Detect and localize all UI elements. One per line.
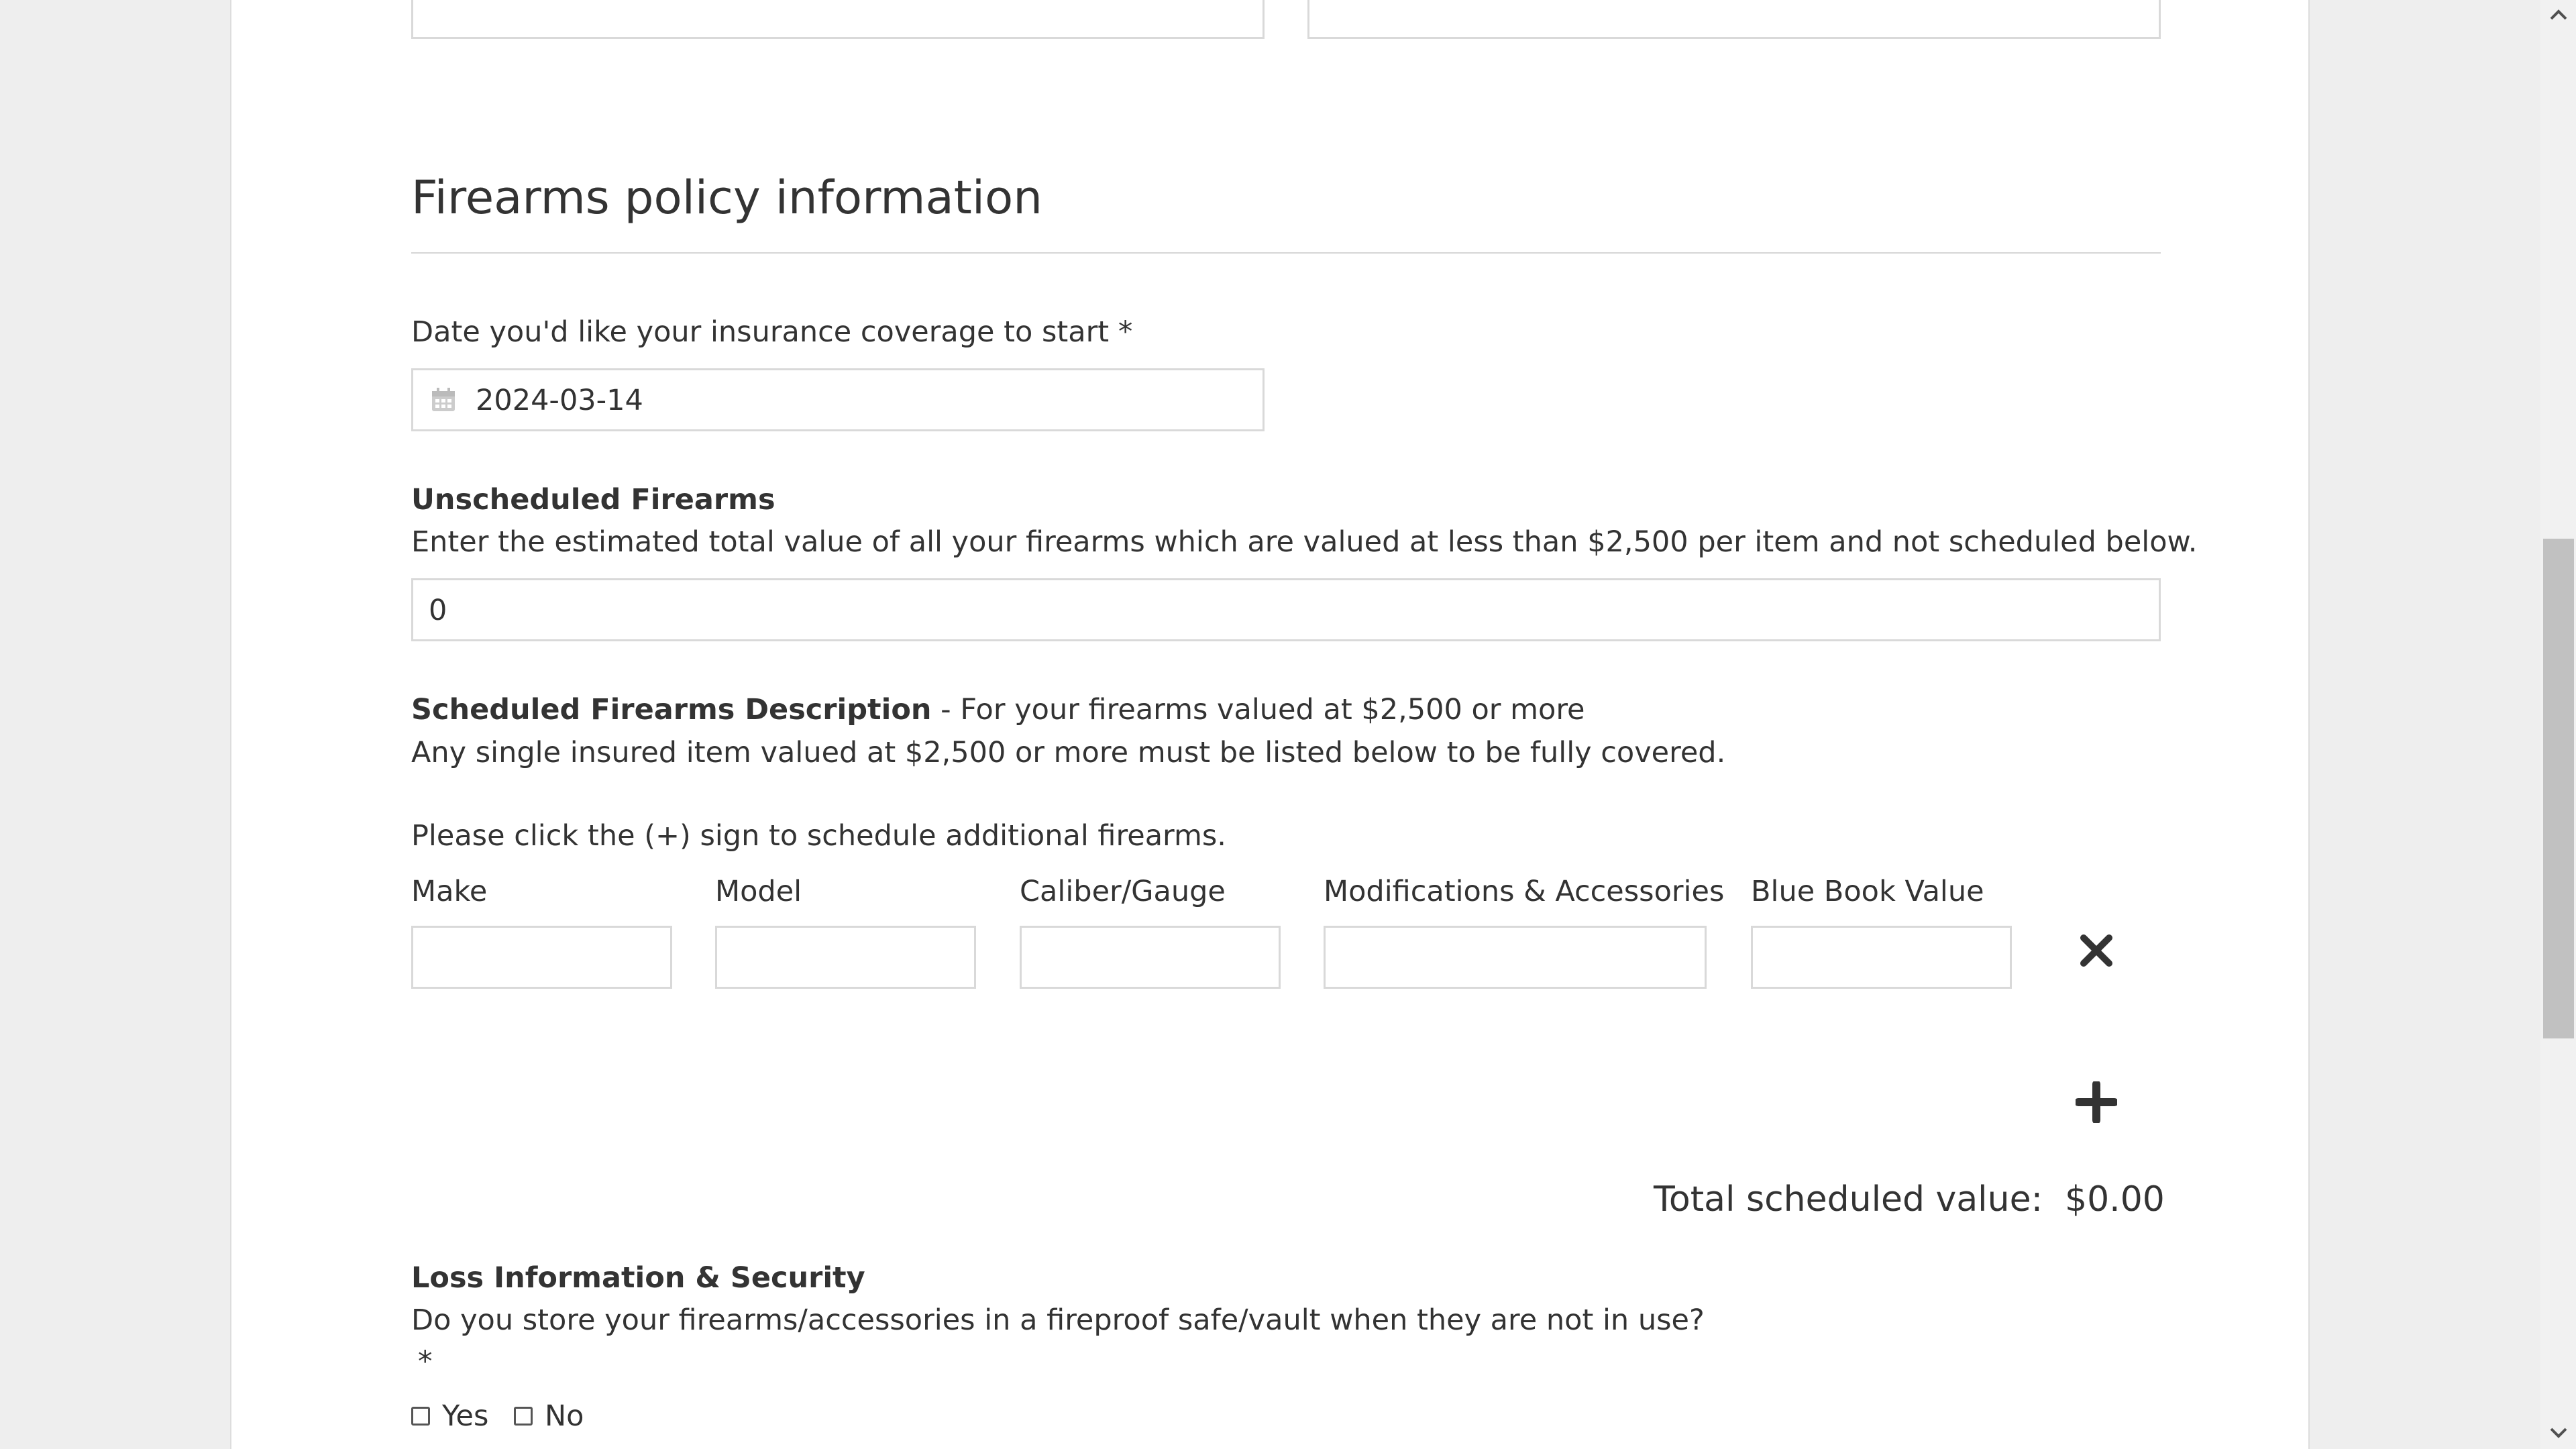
scheduled-title-suffix: - For your firearms valued at $2,500 or more bbox=[931, 693, 1585, 727]
column-header-model: Model bbox=[715, 875, 802, 908]
no-checkbox[interactable] bbox=[514, 1407, 533, 1426]
start-date-input[interactable] bbox=[411, 368, 1265, 431]
unscheduled-value: 0 bbox=[429, 594, 447, 627]
section-title: Firearms policy information bbox=[411, 171, 1042, 225]
loss-question: Do you store your firearms/accessories in a fireproof safe/vault when they are not in use? bbox=[411, 1303, 1705, 1337]
modifications-input[interactable] bbox=[1324, 926, 1707, 989]
previous-field-left[interactable] bbox=[411, 0, 1265, 39]
scroll-up-arrow-icon[interactable] bbox=[2547, 4, 2570, 27]
scheduled-title: Scheduled Firearms Description bbox=[411, 693, 932, 727]
previous-field-right[interactable] bbox=[1307, 0, 2161, 39]
scheduled-header bbox=[411, 693, 1585, 727]
column-header-make: Make bbox=[411, 875, 488, 908]
unscheduled-title: Unscheduled Firearms bbox=[411, 483, 775, 517]
section-divider bbox=[411, 252, 2161, 254]
total-label: Total scheduled value: bbox=[1654, 1179, 2043, 1220]
unscheduled-description: Enter the estimated total value of all your firearms which are valued at less than $2,500 per item and not scheduled below. bbox=[411, 525, 2198, 559]
start-date-value: 2024-03-14 bbox=[476, 384, 643, 417]
scheduled-note: Any single insured item valued at $2,500 or more must be listed below to be fully covered. bbox=[411, 736, 1726, 769]
plus-icon[interactable] bbox=[2076, 1081, 2117, 1123]
column-header-caliber: Caliber/Gauge bbox=[1020, 875, 1226, 908]
start-date-label: Date you'd like your insurance coverage to start * bbox=[411, 315, 1133, 349]
scrollbar-thumb[interactable] bbox=[2543, 539, 2574, 1038]
model-input[interactable] bbox=[715, 926, 976, 989]
total-value: $0.00 bbox=[2065, 1179, 2165, 1220]
make-input[interactable] bbox=[411, 926, 672, 989]
calendar-icon bbox=[430, 386, 457, 413]
required-mark: * bbox=[418, 1345, 433, 1379]
column-header-blue-book: Blue Book Value bbox=[1751, 875, 1984, 908]
yes-checkbox[interactable] bbox=[411, 1407, 430, 1426]
close-icon[interactable] bbox=[2078, 932, 2114, 969]
no-label: No bbox=[545, 1399, 584, 1433]
scroll-down-arrow-icon[interactable] bbox=[2547, 1421, 2570, 1444]
column-header-modifications: Modifications & Accessories bbox=[1324, 875, 1725, 908]
blue-book-value-input[interactable] bbox=[1751, 926, 2012, 989]
yes-label: Yes bbox=[442, 1399, 489, 1433]
unscheduled-value-input[interactable] bbox=[411, 578, 2161, 641]
scheduled-instruction: Please click the (+) sign to schedule additional firearms. bbox=[411, 819, 1226, 853]
caliber-input[interactable] bbox=[1020, 926, 1281, 989]
loss-title: Loss Information & Security bbox=[411, 1261, 865, 1295]
